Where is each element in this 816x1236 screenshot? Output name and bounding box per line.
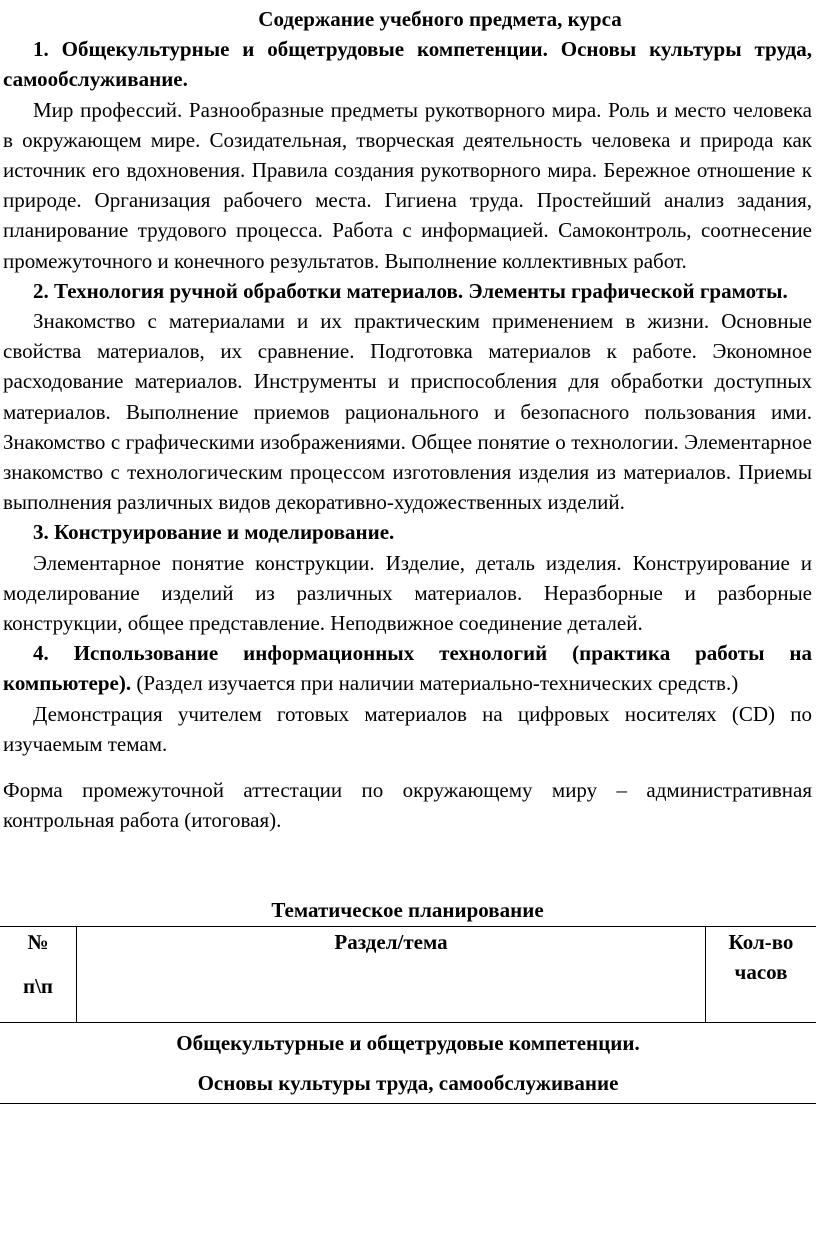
spacer <box>3 759 812 775</box>
section-4-heading-text: 4. Использование информационных технологий (практика работы на компьютере). <box>3 641 812 696</box>
spacer <box>3 835 812 895</box>
section-3-heading: 3. Конструирование и моделирование. <box>33 520 395 545</box>
page-title: Содержание учебного предмета, курса <box>258 7 622 31</box>
header-hours-line1: Кол-во <box>728 929 794 954</box>
section-row-cell <box>0 1022 816 1103</box>
spacer <box>0 957 76 971</box>
section-1-paragraph: Мир профессий. Разнообразные предметы рукотворного мира. Роль и место человека в окружающем мире. Созидательная, творческая деятельность человека и природа как источник его вдохновения. Правила создания рукотворного мира. Бережное отношение к природе. Организация рабочего места. Гигиена труда. Простейший анализ задания, планирование трудового процесса. Работа с информацией. Самоконтроль, соотнесение промежуточного и конечного результатов. Выполнение коллективных работ. <box>3 97 812 273</box>
table-row <box>0 1022 816 1103</box>
section-2-paragraph: Знакомство с материалами и их практическим применением в жизни. Основные свойства материалов, их сравнение. Подготовка материалов к работе. Экономное расходование материалов. Инструменты и приспособления для обработки доступных материалов. Выполнение приемов рационального и безопасного пользования ими. Знакомство с графическими изображениями. Общее понятие о технологии. Элементарное знакомство с технологическим процессом изготовления изделия из материалов. Приемы выполнения различных видов декоративно-художественных изделий. <box>3 309 812 515</box>
section-4-heading <box>3 638 812 698</box>
header-num-line1: № <box>27 929 49 954</box>
section-2-heading: 2. Технология ручной обработки материалов. Элементы графической грамоты. <box>33 278 788 303</box>
header-num-cell <box>0 926 77 1022</box>
attestation-text: Форма промежуточной аттестации по окружающему миру – административная контрольная работа (итоговая). <box>3 778 812 833</box>
section-1-heading: 1. Общекультурные и общетрудовые компетенции. Основы культуры труда, самообслуживание. <box>3 37 812 92</box>
header-hours-line2: часов <box>734 959 788 984</box>
section-4-paragraph: Демонстрация учителем готовых материалов на цифровых носителях (CD) по изучаемым темам. <box>3 701 812 756</box>
section-3-paragraph: Элементарное понятие конструкции. Изделие, деталь изделия. Конструирование и моделирование изделий из различных материалов. Неразборные и разборные конструкции, общее представление. Неподвижное соединение деталей. <box>3 550 812 636</box>
section-row-line2: Основы культуры труда, самообслуживание <box>197 1070 619 1095</box>
section-4-heading-note: (Раздел изучается при наличии материально-технических средств.) <box>131 671 739 696</box>
header-hours-cell <box>706 926 816 1022</box>
plan-title: Тематическое планирование <box>271 898 544 923</box>
table-header-row <box>0 926 816 1022</box>
header-num-line2: п\п <box>22 973 54 998</box>
header-topic: Раздел/тема <box>334 929 448 954</box>
header-topic-cell <box>77 926 706 1022</box>
section-row-line1: Общекультурные и общетрудовые компетенции. <box>176 1030 640 1055</box>
thematic-plan-table <box>0 926 816 1104</box>
